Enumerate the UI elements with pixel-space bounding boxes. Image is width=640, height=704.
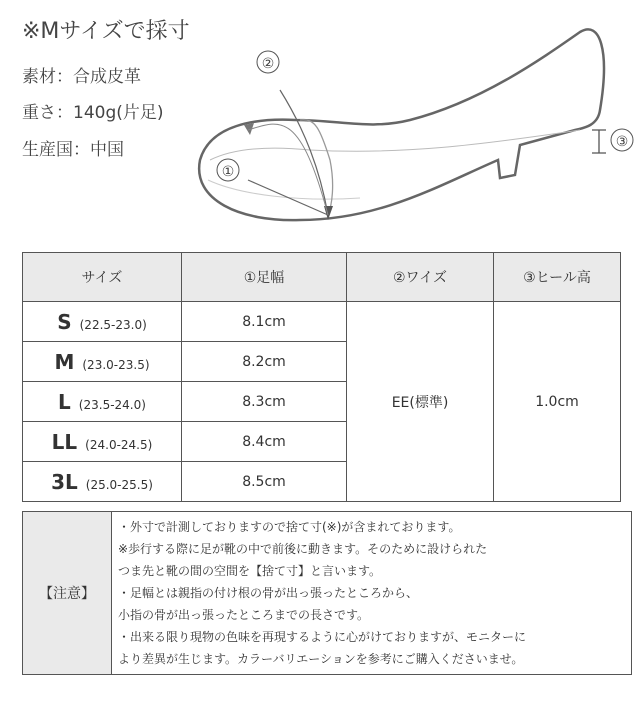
notice-label: 【注意】	[23, 512, 112, 675]
size-cell	[23, 462, 182, 502]
notice-line: ※歩行する際に足が靴の中で前後に動きます。そのために設けられた	[118, 542, 488, 556]
notice-line: ・外寸で計測しておりますので捨て寸(※)が含まれております。	[118, 520, 461, 534]
weight-text: 重さ：140g(片足)	[22, 103, 164, 123]
measure-arrow-1	[248, 180, 328, 215]
notice-line: ・足幅とは親指の付け根の骨が出っ張ったところから、	[118, 586, 419, 600]
size-label: 3L	[51, 469, 78, 494]
page-title: ※Mサイズで採寸	[22, 19, 190, 44]
size-cell	[23, 422, 182, 462]
marker-2-label: ②	[261, 56, 275, 72]
heel-cell: 1.0cm	[494, 302, 621, 502]
notice-box	[22, 511, 632, 675]
size-range: (25.0-25.5)	[85, 477, 153, 492]
width-cell: 8.1cm	[182, 302, 347, 342]
notice-line: より差異が生じます。カラーバリエーションを参考にご購入くださいませ。	[118, 652, 524, 666]
col-size: サイズ	[23, 253, 182, 302]
size-label: M	[54, 349, 75, 374]
size-label: L	[58, 389, 71, 414]
width-cell: 8.3cm	[182, 382, 347, 422]
size-range: (23.5-24.0)	[78, 397, 146, 412]
size-cell	[23, 382, 182, 422]
width-cell: 8.5cm	[182, 462, 347, 502]
shoe-diagram	[180, 10, 640, 240]
size-label: S	[57, 309, 72, 334]
wise-cell: EE(標準)	[347, 302, 494, 502]
size-label: LL	[51, 429, 78, 454]
notice-body	[112, 512, 632, 675]
table-row	[23, 302, 621, 342]
measure-arrow-2	[280, 90, 328, 215]
size-range: (22.5-23.0)	[79, 317, 147, 332]
measure-arrow-3	[248, 124, 328, 215]
material-text: 素材：合成皮革	[22, 67, 141, 87]
size-table	[22, 252, 621, 502]
notice-line: ・出来る限り現物の色味を再現するように心がけておりますが、モニターに	[118, 630, 527, 644]
size-cell	[23, 302, 182, 342]
width-cell: 8.2cm	[182, 342, 347, 382]
notice-line: 小指の骨が出っ張ったところまでの長さです。	[118, 608, 370, 622]
size-range: (24.0-24.5)	[85, 437, 153, 452]
marker-3-label: ③	[615, 134, 629, 150]
col-foot-width: ①足幅	[182, 253, 347, 302]
size-range: (23.0-23.5)	[82, 357, 150, 372]
size-cell	[23, 342, 182, 382]
notice-line: つま先と靴の間の空間を【捨て寸】と言います。	[118, 564, 382, 578]
size-table-header	[23, 253, 621, 302]
heel-bracket	[592, 130, 606, 153]
marker-1-label: ①	[221, 164, 235, 180]
origin-text: 生産国：中国	[22, 140, 124, 160]
col-heel: ③ヒール高	[494, 253, 621, 302]
col-wise: ②ワイズ	[347, 253, 494, 302]
width-cell: 8.4cm	[182, 422, 347, 462]
